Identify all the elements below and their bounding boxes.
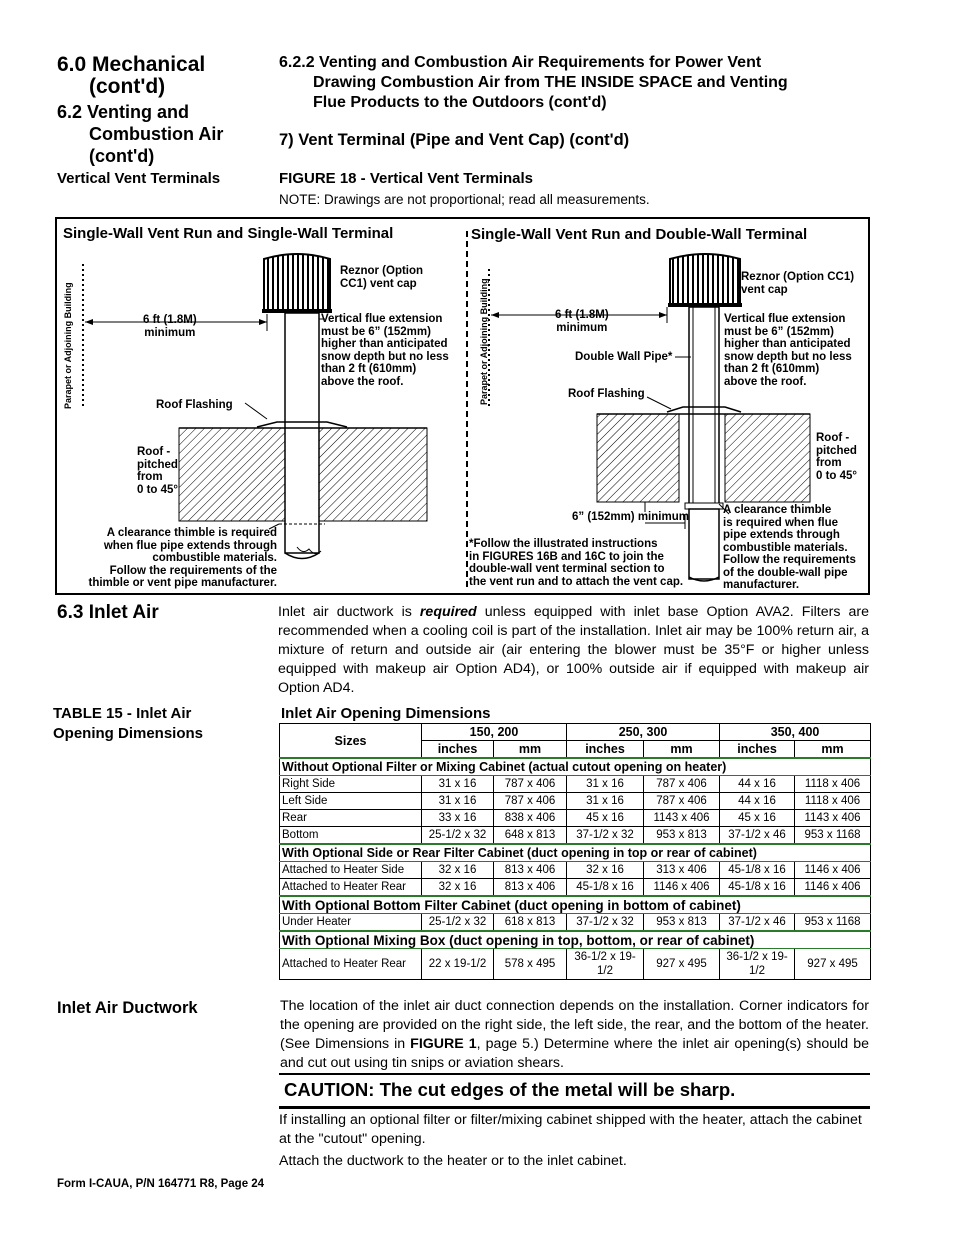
- figure-1-reference: FIGURE 1: [410, 1036, 477, 1052]
- unit-header: inches: [720, 741, 795, 759]
- table-cell: 36-1/2 x 19-1/2: [720, 949, 795, 980]
- right-roof-l4: 0 to 45°: [816, 469, 858, 482]
- left-thimble-l4: Follow the requirements of the: [109, 564, 277, 577]
- table-body: [280, 758, 871, 980]
- inlet-air-text-b: unless equipped with inlet base Option AVA2. Filters are recommended when a cooling coil is part of the installation. Inlet air may be 100% return air, a mixture of return and outside air (air entering the blower must be 35°F or higher unless equipped with makeup air Option AD4), or 100% outside air if equipped with makeup air Option AD4.: [278, 604, 870, 696]
- left-extension-note: [321, 313, 449, 388]
- caution-top-rule: [279, 1073, 870, 1075]
- sizes-header: Sizes: [280, 724, 422, 759]
- left-thimble-l3: combustible materials.: [152, 552, 277, 564]
- table-cell: 1143 x 406: [644, 810, 720, 827]
- right-flashing-label: Roof Flashing: [568, 388, 645, 400]
- inlet-air-paragraph: [278, 603, 869, 698]
- left-thimble-note: [65, 527, 277, 590]
- table-cell: 313 x 406: [644, 862, 720, 879]
- right-distance-l1: 6 ft (1.8M): [555, 309, 609, 321]
- table-cell: 953 x 1168: [795, 914, 871, 932]
- section-title: With Optional Side or Rear Filter Cabinet (duct opening in top or rear of cabinet): [280, 844, 871, 862]
- left-roof-l4: 0 to 45°: [137, 483, 179, 496]
- table-cell: 1146 x 406: [644, 879, 720, 897]
- table-cell: 927 x 495: [644, 949, 720, 980]
- group-header: 350, 400: [720, 724, 871, 741]
- left-vent-cap: [262, 254, 332, 313]
- table-cell: 32 x 16: [567, 862, 644, 879]
- table-cell: 45 x 16: [720, 810, 795, 827]
- table-cell: 44 x 16: [720, 776, 795, 793]
- right-parapet-label: Parapet or Adjoining Building: [479, 278, 489, 405]
- right-cap-label: [741, 271, 854, 296]
- follow-l3: double-wall vent terminal section to: [469, 563, 665, 575]
- row-label: Bottom: [280, 827, 422, 845]
- table-cell: 787 x 406: [494, 776, 567, 793]
- left-panel-title: Single-Wall Vent Run and Single-Wall Terminal: [63, 225, 394, 242]
- left-distance-l2: minimum: [144, 326, 196, 339]
- follow-instructions-note: [469, 538, 683, 588]
- inlet-air-required: required: [419, 604, 477, 620]
- table-section-row: [280, 758, 871, 776]
- table-cell: 25-1/2 x 32: [422, 827, 494, 845]
- left-flashing-label: Roof Flashing: [156, 399, 233, 411]
- table-row: [280, 862, 871, 879]
- table-cell: 22 x 19-1/2: [422, 949, 494, 980]
- table-label-l1: TABLE 15 - Inlet Air: [53, 705, 192, 722]
- table-cell: 838 x 406: [494, 810, 567, 827]
- subsection-6-2-2-heading: [279, 53, 899, 113]
- follow-l2: in FIGURES 16B and 16C to join the: [469, 550, 664, 563]
- table-row: [280, 879, 871, 897]
- subsection-title: 6.2 Venting and: [57, 102, 190, 122]
- unit-header: inches: [422, 741, 494, 759]
- left-ext-l1: Vertical flue extension: [321, 313, 443, 325]
- right-ext-l2: must be 6” (152mm): [724, 325, 834, 338]
- attach-ductwork-paragraph: Attach the ductwork to the heater or to the inlet cabinet.: [279, 1153, 627, 1169]
- right-single-wall-pipe: [689, 509, 719, 579]
- table-cell: 32 x 16: [422, 862, 494, 879]
- left-distance-l1: 6 ft (1.8M): [143, 314, 197, 326]
- figure-title: FIGURE 18 - Vertical Vent Terminals: [279, 170, 533, 187]
- left-roof-section-a: [179, 428, 285, 521]
- left-roof-label: [137, 446, 178, 496]
- row-label: Attached to Heater Rear: [280, 879, 422, 897]
- right-thimble-l6: of the double-wall pipe: [723, 566, 848, 579]
- right-distance-l2: minimum: [556, 321, 608, 334]
- ductwork-text-a: The location of the inlet air duct connection depends on the installation. Corner indicators for the opening are provided on the right side, the left side, the rear, and the bottom of the heater. (See Dimensions in: [280, 998, 869, 1052]
- right-vent-cap: [668, 254, 742, 307]
- group-header: 150, 200: [422, 724, 567, 741]
- left-pipe: [285, 313, 319, 553]
- unit-header: mm: [494, 741, 567, 759]
- table-cell: 1118 x 406: [795, 793, 871, 810]
- table-15-label: [53, 704, 203, 744]
- page-footer: Form I-CAUA, P/N 164771 R8, Page 24: [57, 1178, 265, 1190]
- table-cell: 1118 x 406: [795, 776, 871, 793]
- left-roof-l3: from: [137, 471, 163, 483]
- table-cell: 813 x 406: [494, 879, 567, 897]
- left-thimble-l1: A clearance thimble is required: [106, 527, 277, 539]
- heading-line-1: Venting and Combustion Air Requirements for Power Vent: [319, 54, 762, 71]
- section-title: Without Optional Filter or Mixing Cabinet (actual cutout opening on heater): [280, 758, 871, 776]
- table-cell: 1143 x 406: [795, 810, 871, 827]
- right-roof-l3: from: [816, 457, 842, 469]
- caution-bottom-rule: [279, 1106, 870, 1109]
- filter-cabinet-paragraph: If installing an optional filter or filter/mixing cabinet shipped with the heater, attach the cabinet at the "cutout" opening.: [279, 1112, 862, 1147]
- table-row: [280, 914, 871, 932]
- right-roof-label: [816, 432, 857, 482]
- right-ext-l6: above the roof.: [724, 375, 807, 388]
- table-cell: 813 x 406: [494, 862, 567, 879]
- right-distance-label: [555, 309, 609, 334]
- left-cap-label-l1: Reznor (Option: [340, 265, 424, 277]
- table-cell: 578 x 495: [494, 949, 567, 980]
- section-title: 6.0 Mechanical: [57, 53, 206, 76]
- follow-l1: *Follow the illustrated instructions: [469, 538, 658, 550]
- table-row: [280, 793, 871, 810]
- heading-line-2: Drawing Combustion Air from THE INSIDE SPACE and Venting: [313, 74, 788, 91]
- right-thimble-note: [723, 504, 856, 592]
- right-ext-l1: Vertical flue extension: [724, 313, 846, 325]
- subsection-heading: [57, 101, 223, 167]
- right-thimble-l5: Follow the requirements: [723, 554, 856, 566]
- left-distance-label: [143, 314, 197, 339]
- table-cell: 1146 x 406: [795, 879, 871, 897]
- section-title: With Optional Bottom Filter Cabinet (duct opening in bottom of cabinet): [280, 896, 871, 914]
- table-cell: 37-1/2 x 46: [720, 827, 795, 845]
- table-cell: 45-1/8 x 16: [720, 862, 795, 879]
- right-roof-l2: pitched: [816, 444, 857, 457]
- table-cell: 32 x 16: [422, 879, 494, 897]
- table-cell: 36-1/2 x 19-1/2: [567, 949, 644, 980]
- table-cell: 44 x 16: [720, 793, 795, 810]
- subsection-title-l2: Combustion Air: [89, 124, 224, 144]
- table-row: [280, 827, 871, 845]
- section-heading: [57, 54, 205, 98]
- right-ext-l5: than 2 ft (610mm): [724, 363, 820, 375]
- table-label-l2: Opening Dimensions: [53, 725, 204, 742]
- table-cell: 31 x 16: [567, 776, 644, 793]
- table-cell: 31 x 16: [567, 793, 644, 810]
- right-roof-l1: Roof -: [816, 432, 850, 444]
- table-cell: 1146 x 406: [795, 862, 871, 879]
- double-wall-pipe-label: Double Wall Pipe*: [575, 351, 673, 363]
- left-ext-l5: than 2 ft (610mm): [321, 363, 417, 375]
- unit-header: mm: [644, 741, 720, 759]
- table-cell: 31 x 16: [422, 776, 494, 793]
- right-thimble-l3: pipe extends through: [723, 529, 840, 541]
- row-label: Right Side: [280, 776, 422, 793]
- inlet-air-heading: 6.3 Inlet Air: [57, 602, 159, 623]
- right-roof-section-b: [725, 414, 810, 502]
- section-title-cont: (cont'd): [89, 75, 166, 98]
- right-thimble-l7: manufacturer.: [723, 579, 800, 591]
- left-cap-label-l2: CC1) vent cap: [340, 277, 417, 290]
- right-cap-l2: vent cap: [741, 283, 788, 296]
- table-cell: 37-1/2 x 46: [720, 914, 795, 932]
- item-heading: 7) Vent Terminal (Pipe and Vent Cap) (cont'd): [279, 131, 630, 149]
- figure-note: NOTE: Drawings are not proportional; read all measurements.: [279, 192, 650, 207]
- section-title: With Optional Mixing Box (duct opening in top, bottom, or rear of cabinet): [280, 931, 871, 949]
- table-row: [280, 776, 871, 793]
- heading-line-3: Flue Products to the Outdoors (cont'd): [313, 94, 607, 111]
- right-cap-l1: Reznor (Option CC1): [741, 271, 855, 283]
- side-label-vertical-vent: Vertical Vent Terminals: [57, 170, 221, 187]
- table-cell: 953 x 813: [644, 827, 720, 845]
- right-panel-title: Single-Wall Vent Run and Double-Wall Terminal: [471, 226, 808, 243]
- left-cap-label: [340, 265, 423, 290]
- table-cell: 37-1/2 x 32: [567, 914, 644, 932]
- left-roof-l1: Roof -: [137, 446, 171, 458]
- right-ext-l4: snow depth but no less: [724, 350, 852, 363]
- table-section-row: [280, 844, 871, 862]
- left-ext-l3: higher than anticipated: [321, 338, 448, 350]
- table-cell: 37-1/2 x 32: [567, 827, 644, 845]
- table-cell: 25-1/2 x 32: [422, 914, 494, 932]
- table-cell: 45-1/8 x 16: [567, 879, 644, 897]
- table-cell: 927 x 495: [795, 949, 871, 980]
- table-cell: 953 x 1168: [795, 827, 871, 845]
- left-ext-l4: snow depth but no less: [321, 350, 449, 363]
- row-label: Attached to Heater Rear: [280, 949, 422, 980]
- table-row: [280, 810, 871, 827]
- table-cell: 45 x 16: [567, 810, 644, 827]
- table-section-row: [280, 931, 871, 949]
- row-label: Under Heater: [280, 914, 422, 932]
- left-parapet-label: Parapet or Adjoining Building: [63, 282, 73, 409]
- left-ext-l6: above the roof.: [321, 375, 404, 388]
- table-section-row: [280, 896, 871, 914]
- right-thimble-l2: is required when flue: [723, 516, 839, 529]
- group-header: 250, 300: [567, 724, 720, 741]
- table-row: [280, 949, 871, 980]
- caution-text: CAUTION: The cut edges of the metal will be sharp.: [284, 1079, 736, 1100]
- left-roof-l2: pitched: [137, 458, 178, 471]
- unit-header: inches: [567, 741, 644, 759]
- six-inch-minimum-label: 6” (152mm) minimum: [572, 511, 689, 523]
- right-roof-section-a: [597, 414, 679, 502]
- right-ext-l3: higher than anticipated: [724, 338, 851, 350]
- table-cell: 31 x 16: [422, 793, 494, 810]
- ductwork-heading: Inlet Air Ductwork: [57, 999, 198, 1017]
- inlet-air-opening-table: [279, 723, 871, 980]
- right-extension-note: [724, 313, 852, 388]
- table-title: Inlet Air Opening Dimensions: [281, 705, 491, 722]
- table-cell: 33 x 16: [422, 810, 494, 827]
- row-label: Left Side: [280, 793, 422, 810]
- table-cell: 618 x 813: [494, 914, 567, 932]
- right-thimble-l1: A clearance thimble: [723, 504, 832, 516]
- right-thimble-l4: combustible materials.: [723, 541, 848, 554]
- subsection-title-l3: (cont'd): [89, 146, 155, 166]
- left-ext-l2: must be 6” (152mm): [321, 325, 431, 338]
- follow-l4: the vent run and to attach the vent cap.: [469, 575, 684, 588]
- ductwork-text-b: , page 5.) Determine where the inlet air opening(s) should be and cut out using tin snips or aviation shears.: [280, 1036, 869, 1071]
- heading-number: 6.2.2: [279, 54, 315, 71]
- table-cell: 45-1/8 x 16: [720, 879, 795, 897]
- unit-header: mm: [795, 741, 871, 759]
- left-thimble-l5: thimble or vent pipe manufacturer.: [88, 577, 277, 589]
- table-cell: 787 x 406: [494, 793, 567, 810]
- row-label: Rear: [280, 810, 422, 827]
- table-cell: 648 x 813: [494, 827, 567, 845]
- table-cell: 787 x 406: [644, 793, 720, 810]
- ductwork-paragraph: [280, 997, 869, 1073]
- left-thimble-l2: when flue pipe extends through: [103, 539, 277, 552]
- row-label: Attached to Heater Side: [280, 862, 422, 879]
- left-roof-section-b: [319, 428, 427, 521]
- figure-18-vertical-vent-terminals: [55, 217, 870, 595]
- table-cell: 787 x 406: [644, 776, 720, 793]
- inlet-air-text-a: Inlet air ductwork is: [278, 604, 420, 620]
- table-cell: 953 x 813: [644, 914, 720, 932]
